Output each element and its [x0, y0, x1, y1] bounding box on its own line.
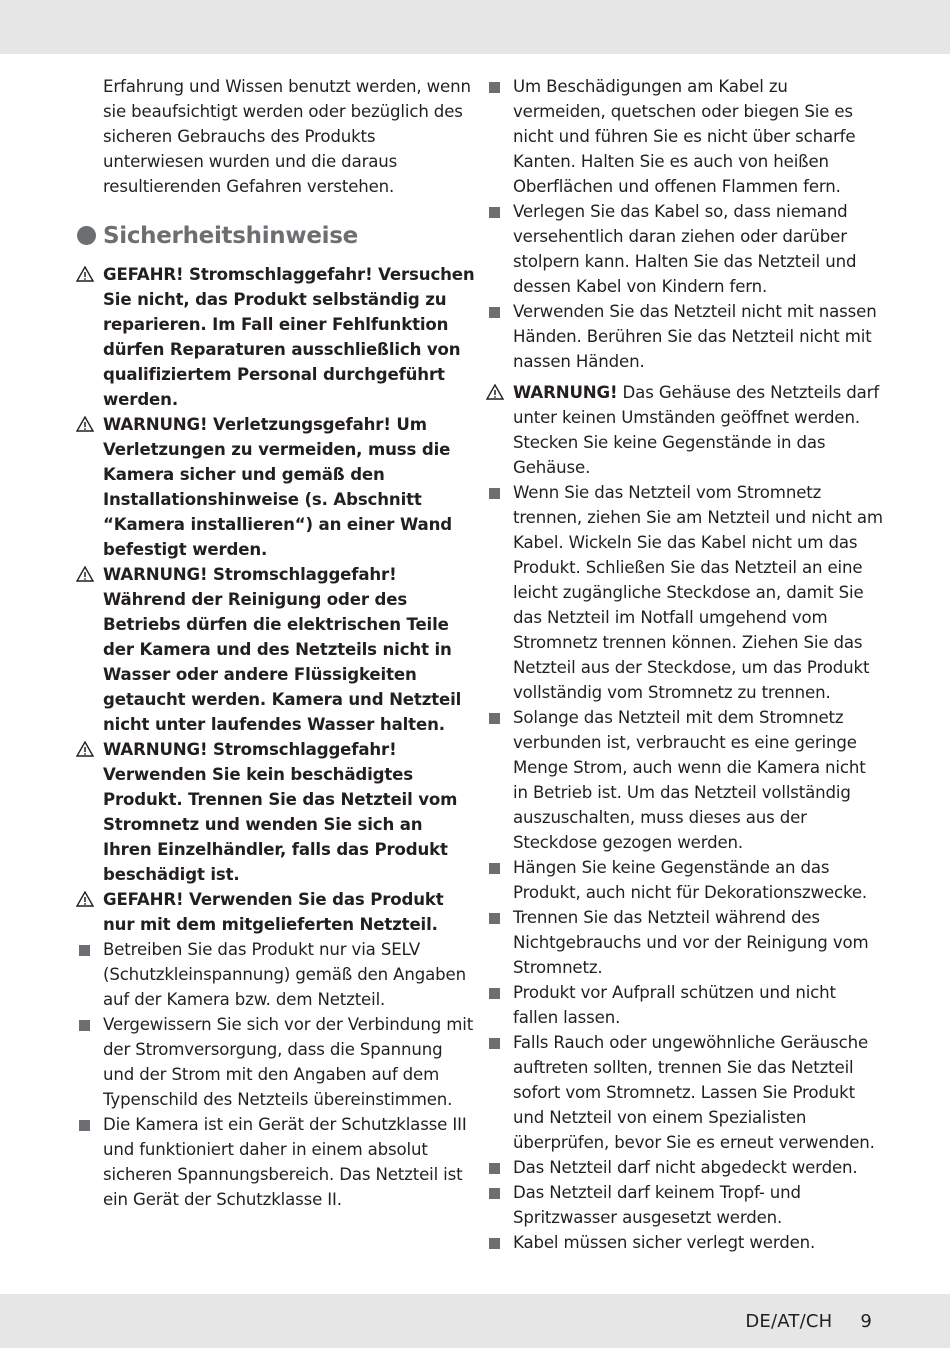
list-item	[513, 1030, 885, 1155]
warning-3	[103, 562, 475, 737]
bullet-dot-icon	[77, 226, 96, 245]
square-bullet-icon	[79, 1020, 90, 1031]
list-item-text: Kabel müssen sicher verlegt werden.	[513, 1233, 816, 1252]
warning-text: GEFAHR! Verwenden Sie das Produkt nur mit dem mitgelieferten Netzteil.	[103, 890, 444, 934]
list-item	[103, 937, 475, 1012]
warning-text: GEFAHR! Stromschlaggefahr! Versuchen Sie nicht, das Produkt selbständig zu reparieren. Im Fall einer Fehlfunktion dürfen Reparaturen ausschließlich von qualifiziertem Personal durchgeführt werden.	[103, 265, 475, 409]
warning-text: WARNUNG! Stromschlaggefahr! Verwenden Sie kein beschädigtes Produkt. Trennen Sie das Netzteil vom Stromnetz und wenden Sie sich an Ihren Einzelhändler, falls das Produkt beschädigt ist.	[103, 740, 458, 884]
warning-housing	[513, 380, 885, 480]
intro-paragraph: Erfahrung und Wissen benutzt werden, wenn sie beaufsichtigt werden oder bezüglich des sicheren Gebrauchs des Produkts unterwiesen wurden und die daraus resultierenden Gefahren verstehen.	[103, 77, 471, 196]
list-item	[513, 299, 885, 374]
square-bullet-icon	[489, 713, 500, 724]
warning-triangle-icon	[76, 741, 94, 757]
page-number: 9	[860, 1311, 872, 1332]
list-item-text: Um Beschädigungen am Kabel zu vermeiden, quetschen oder biegen Sie es nicht und führen Sie es nicht über scharfe Kanten. Halten Sie es auch von heißen Oberflächen und offenen Flammen fern.	[513, 77, 856, 196]
list-item-text: Betreiben Sie das Produkt nur via SELV (Schutzkleinspannung) gemäß den Angaben auf der Kamera bzw. dem Netzteil.	[103, 940, 466, 1009]
list-item-text: Das Netzteil darf nicht abgedeckt werden.	[513, 1158, 858, 1177]
section-heading-text: Sicherheitshinweise	[103, 223, 358, 249]
square-bullet-icon	[489, 307, 500, 318]
warning-4	[103, 737, 475, 887]
list-item	[513, 705, 885, 855]
list-item-text: Produkt vor Aufprall schützen und nicht fallen lassen.	[513, 983, 836, 1027]
square-bullet-icon	[489, 1188, 500, 1199]
warning-1	[103, 262, 475, 412]
list-item	[513, 74, 885, 199]
square-bullet-icon	[79, 1120, 90, 1131]
square-bullet-icon	[489, 488, 500, 499]
list-item-text: Trennen Sie das Netzteil während des Nichtgebrauchs und vor der Reinigung vom Stromnetz.	[513, 908, 869, 977]
list-item	[513, 480, 885, 705]
list-item-text: Hängen Sie keine Gegenstände an das Produkt, auch nicht für Dekorationszwecke.	[513, 858, 868, 902]
warning-text: WARNUNG! Verletzungsgefahr! Um Verletzungen zu vermeiden, muss die Kamera sicher und gemäß den Installationshinweise (s. Abschnitt “Kamera installieren“) an einer Wand befestigt werden.	[103, 415, 452, 559]
region-label: DE/AT/CH	[745, 1311, 833, 1332]
warning-triangle-icon	[486, 384, 504, 400]
list-item-text: Verlegen Sie das Kabel so, dass niemand versehentlich daran ziehen oder darüber stolpern kann. Halten Sie das Netzteil und dessen Kabel von Kindern fern.	[513, 202, 857, 296]
list-item-text: Die Kamera ist ein Gerät der Schutzklasse III und funktioniert daher in einem absolut sicheren Spannungsbereich. Das Netzteil ist ein Gerät der Schutzklasse II.	[103, 1115, 467, 1209]
page-footer	[745, 1311, 872, 1332]
warning-label: WARNUNG!	[513, 383, 618, 402]
list-item	[513, 1155, 885, 1180]
square-bullet-icon	[489, 1163, 500, 1174]
square-bullet-icon	[489, 1038, 500, 1049]
square-bullet-icon	[489, 207, 500, 218]
list-item	[103, 1112, 475, 1212]
warning-triangle-icon	[76, 416, 94, 432]
list-item	[513, 855, 885, 905]
warning-5	[103, 887, 475, 937]
list-item	[513, 1180, 885, 1230]
list-item-text: Falls Rauch oder ungewöhnliche Geräusche auftreten sollten, trennen Sie das Netzteil sofort vom Stromnetz. Lassen Sie Produkt und Netzteil von einem Spezialisten überprüfen, bevor Sie es erneut verwenden.	[513, 1033, 875, 1152]
list-item-text: Verwenden Sie das Netzteil nicht mit nassen Händen. Berühren Sie das Netzteil nicht mit nassen Händen.	[513, 302, 877, 371]
square-bullet-icon	[489, 1238, 500, 1249]
list-item-text: Solange das Netzteil mit dem Stromnetz verbunden ist, verbraucht es eine geringe Menge Strom, auch wenn die Kamera nicht in Betrieb ist. Um das Netzteil vollständig auszuschalten, muss dieses aus der Steckdose gezogen werden.	[513, 708, 866, 852]
list-item	[513, 905, 885, 980]
square-bullet-icon	[489, 913, 500, 924]
list-item-text: Vergewissern Sie sich vor der Verbindung mit der Stromversorgung, dass die Spannung und der Strom mit den Angaben auf dem Typenschild des Netzteils übereinstimmen.	[103, 1015, 474, 1109]
warning-body: Das Gehäuse des Netzteils darf unter keinen Umständen geöffnet werden. Stecken Sie keine Gegenstände in das Gehäuse.	[513, 383, 880, 477]
square-bullet-icon	[489, 988, 500, 999]
list-item	[513, 1230, 885, 1255]
warning-triangle-icon	[76, 266, 94, 282]
right-column	[513, 74, 885, 1255]
warning-triangle-icon	[76, 566, 94, 582]
square-bullet-icon	[79, 945, 90, 956]
warning-2	[103, 412, 475, 562]
list-item-text: Das Netzteil darf keinem Tropf- und Spritzwasser ausgesetzt werden.	[513, 1183, 801, 1227]
square-bullet-icon	[489, 82, 500, 93]
section-heading	[103, 221, 475, 251]
list-item	[103, 1012, 475, 1112]
warning-triangle-icon	[76, 891, 94, 907]
warning-text: WARNUNG! Stromschlaggefahr! Während der Reinigung oder des Betriebs dürfen die elektrischen Teile der Kamera und des Netzteils nicht in Wasser oder andere Flüssigkeiten getaucht werden. Kamera und Netzteil nicht unter laufendes Wasser halten.	[103, 565, 462, 734]
list-item	[513, 199, 885, 299]
list-item	[513, 980, 885, 1030]
square-bullet-icon	[489, 863, 500, 874]
list-item-text: Wenn Sie das Netzteil vom Stromnetz trennen, ziehen Sie am Netzteil und nicht am Kabel. Wickeln Sie das Kabel nicht um das Produkt. Schließen Sie das Netzteil an eine leicht zugängliche Steckdose an, damit Sie das Netzteil im Notfall umgehend vom Stromnetz trennen können. Ziehen Sie das Netzteil aus der Steckdose, um das Produkt vollständig vom Stromnetz zu trennen.	[513, 483, 883, 702]
top-bar	[0, 0, 950, 54]
left-column	[103, 74, 475, 1212]
